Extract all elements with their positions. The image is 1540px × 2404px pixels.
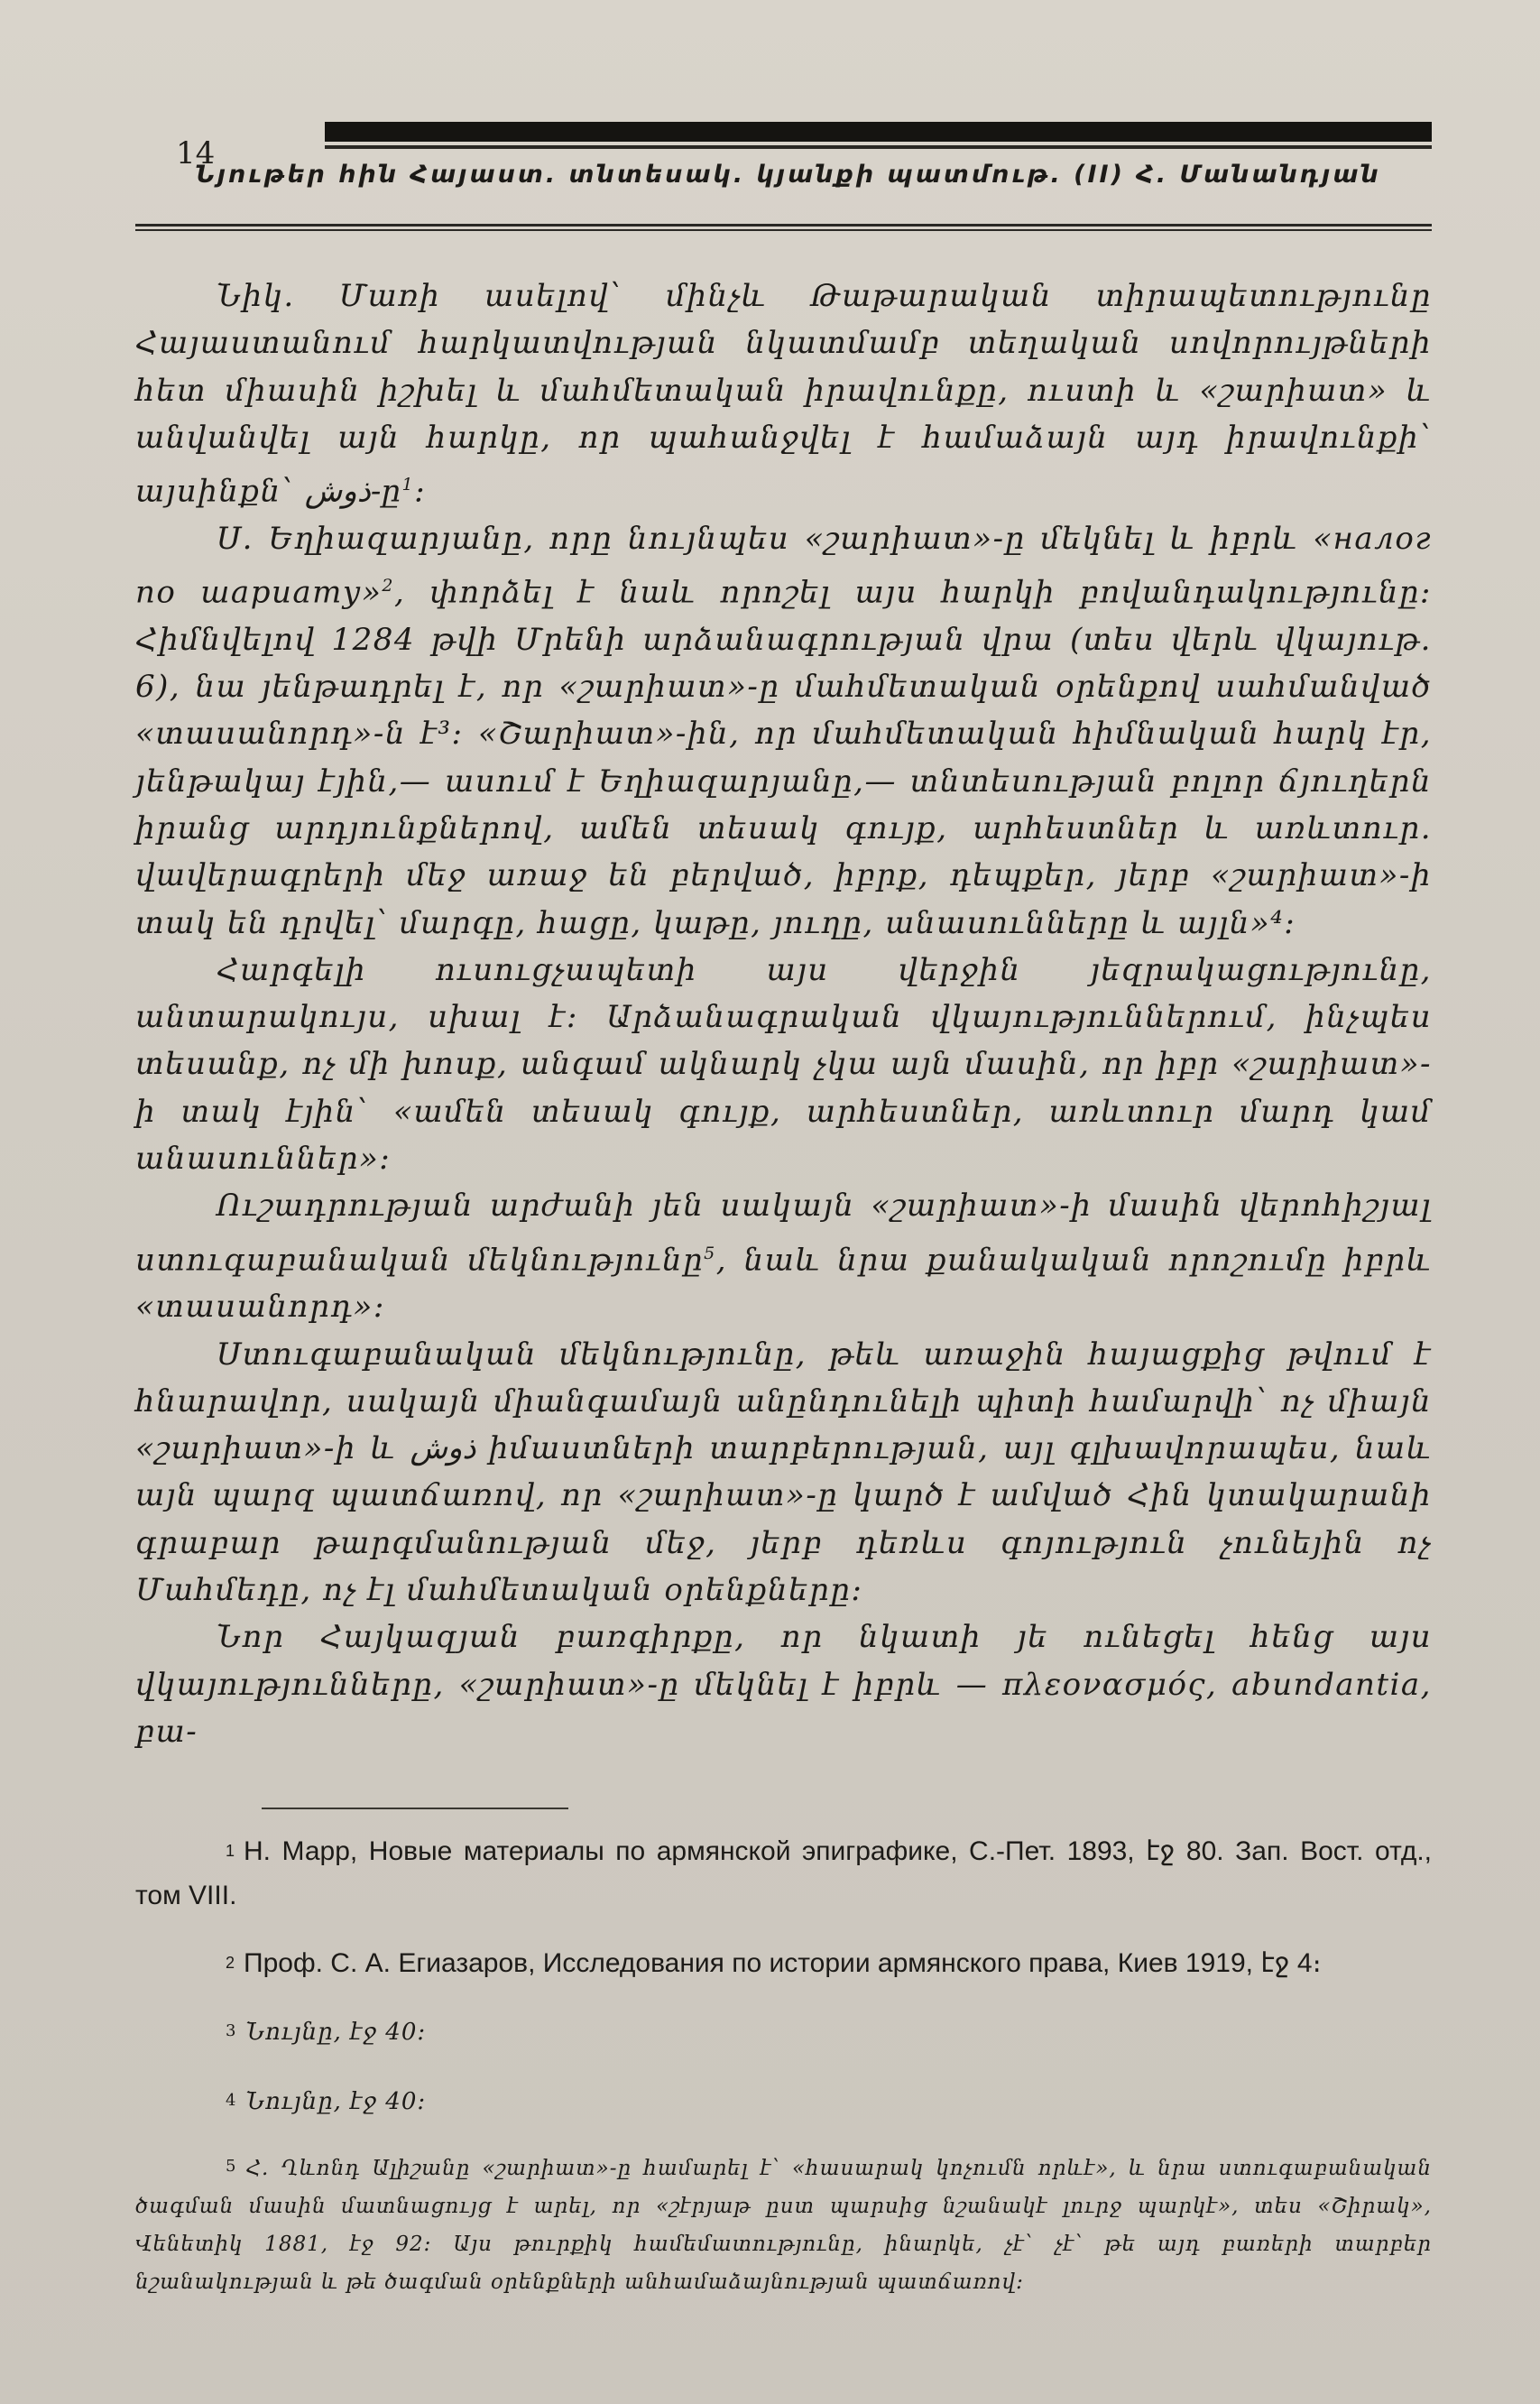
footnote-ref: 5 [704,1243,716,1263]
paragraph: Ս. Եղիազարյանը, որը նույնպես «շարիատ»-ը մեկնել և իբրև «налог по шариату»$^2$, փորձել է նաև որոշել այս հարկի բովանդակությունը։ Հիմնվելով 1284 թվի Մրենի արձանագրության վրա (տես վերև վկայութ. 6), նա յենթադրել է, որ «շարիատ»-ը մահմետական օրենքով սահմանված «տասանորդ»-ն է³։ «Շարիատ»-ին, որ մահմետական հիմնական հարկ էր, յենթակայ էյին,— ասում է Եղիազարյանը,— տնտեսության բոլոր ճյուղերն իրանց արդյունքներով, ամեն տեսակ գույք, արհեստներ և առևտուր. վավերագրերի մեջ առաջ են բերված, իբրք, դեպքեր, յերբ «շարիատ»-ի տակ են դրվել՝ մարգը, հացը, կաթը, յուղը, անասունները և այլն»⁴։ [135,520,1432,941]
footnote-ref: 1 [401,475,415,495]
main-text [135,235,1432,1755]
paragraph: Հարգելի ուսուցչապետի այս վերջին յեզրակացությունը, անտարակույս, սխալ է։ Արձանագրական վկայություններում, ինչպես տեսանք, ոչ մի խոսք, անգամ ակնարկ չկա այն մասին, որ իբր «շարիատ»-ի տակ էյին՝ «ամեն տեսակ գույք, արհեստներ, առևտուր մարդ կամ անասուններ»։ [135,951,1432,1177]
footnote-separator [262,1808,568,1809]
footnote: 4 Նույնը, էջ 40։ [226,2088,427,2116]
footnote: 5 Հ. Ղևոնդ Ալիշանը «շարիատ»-ը համարել է՝ «հասարակ կոչումն որևէ», և նրա ստուգաբանական ծագման մասին մատնացույց է արել, որ «շէրյաթ ըստ պարսից նշանակէ լուրջ պարկէ», տես «Շիրակ», Վենետիկ 1881, էջ 92։ Այս թուրքիկ համեմատությունը, ինարկե, չէ՝ չէ՝ թե այդ բառերի տարբեր նշանակության և թե ծագման օրենքների անհամաձայնության պատճառով։ [135,2157,1432,2295]
footnote: 1 Н. Марр, Новые материалы по армянской эпиграфике, С.-Пет. 1893, էջ 80. Зап. Вост. отд., том VIII. [135,1836,1432,1911]
footnotes [135,1829,1432,2301]
running-head [135,0,1432,235]
paragraph: Նիկ. Մառի ասելով՝ մինչև Թաթարական տիրապետությունը Հայաստանում հարկատվության նկատմամբ տեղական սովորույթների հետ միասին իշխել և մահմետական իրավունքը, ուստի և «շարիատ» և անվանվել այն հարկը, որ պահանջվել է համաձայն այդ իրավունքի՝ այսինքն՝ ذوش-ը$^1$։ [135,278,1432,510]
footnote: 2 Проф. С. А. Егиазаров, Исследования по истории армянского права, Киев 1919, էջ 4։ [226,1948,1322,1979]
decorative-header-bar [325,122,1432,142]
paragraph: Ստուգաբանական մեկնությունը, թեև առաջին հայացքից թվում է հնարավոր, սակայն միանգամայն անընդունելի պիտի համարվի՝ ոչ միայն «շարիատ»-ի և ذوش իմաստների տարբերության, այլ գլխավորապես, նաև այն պարզ պատճառով, որ «շարիատ»-ը կարծ է ամված Հին կտակարանի գրաբար թարգմանության մեջ, յերբ դեռևս գոյություն չունեյին ոչ Մահմեդը, ոչ էլ մահմետական օրենքները։ [135,1336,1433,1608]
page-number: 14 [176,135,216,171]
paragraph: Նոր Հայկազյան բառգիրքը, որ նկատի յե ունեցել հենց այս վկայությունները, «շարիատ»-ը մեկնել է իբրև — πλεονασμός, abundantia, բա- [135,1619,1432,1750]
running-title: Նյութեր հին Հայաստ. տնտեսակ. կյանքի պատմութ. (II) Հ. Մանանդյան [195,161,1381,189]
footnote-ref: 2 [382,576,394,596]
footnote: 3 Նույնը, էջ 40։ [226,2019,427,2047]
paragraph: Ուշադրության արժանի յեն սակայն «շարիատ»-ի մասին վերոհիշյալ ստուգաբանական մեկնությունը$^5$, նաև նրա քանակական որոշումը իբրև «տասանորդ»։ [135,1188,1433,1326]
header-double-rule [135,224,1432,227]
